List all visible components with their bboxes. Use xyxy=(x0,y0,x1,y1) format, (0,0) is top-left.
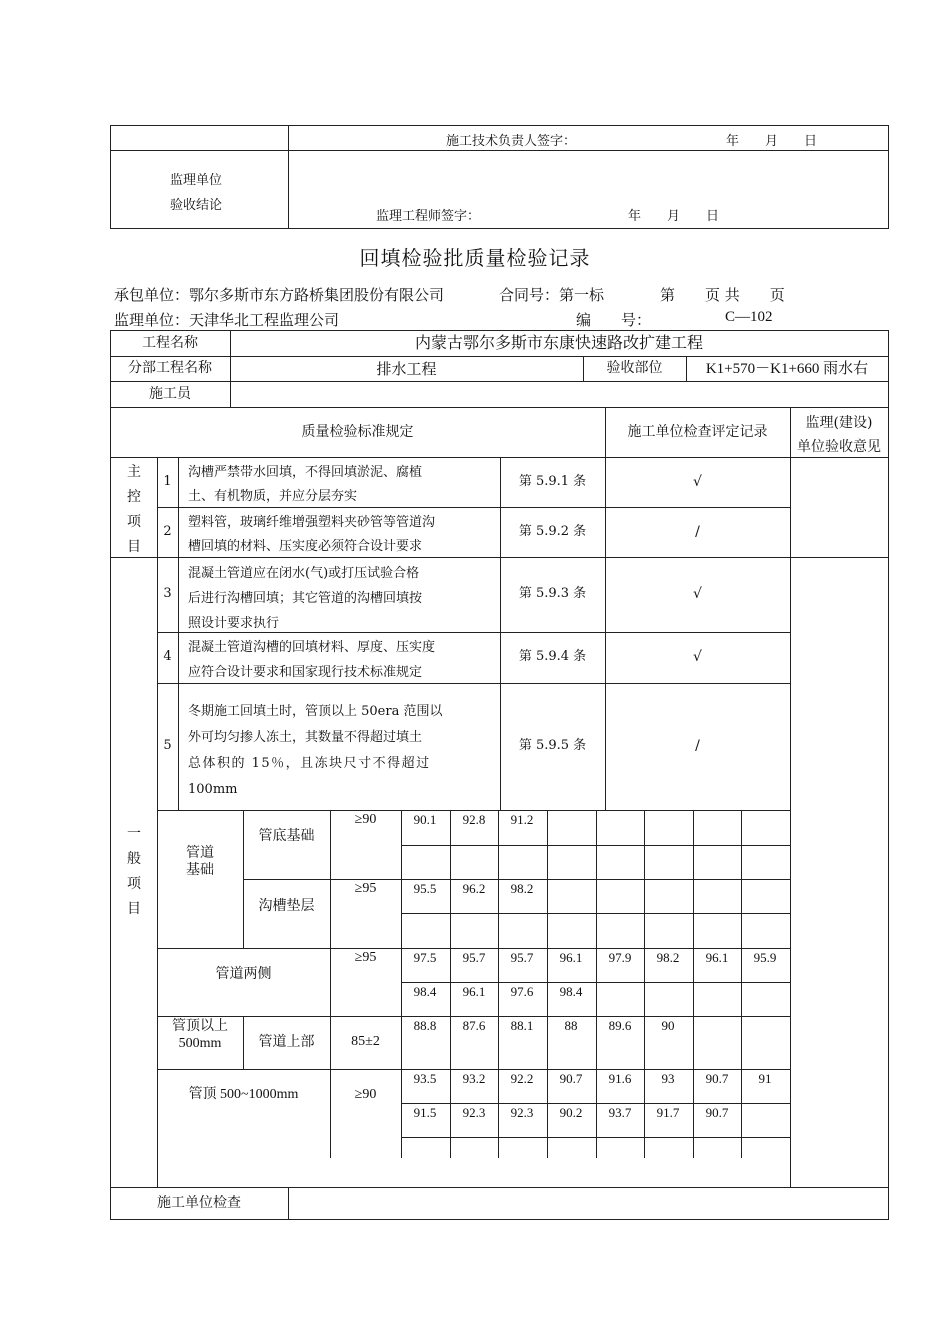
measured-value: 89.6 xyxy=(608,1018,632,1033)
measured-value: 92.2 xyxy=(510,1071,534,1086)
item-result: √ xyxy=(693,586,702,603)
item-clause: 第 5.9.2 条 xyxy=(518,523,587,539)
contractor-record-header: 施工单位检查评定记录 xyxy=(627,423,768,440)
measured-value: 91.7 xyxy=(656,1105,680,1120)
item-text-line: 照设计要求执行 xyxy=(188,616,280,631)
item-result: √ xyxy=(693,473,702,490)
measured-value: 95.7 xyxy=(510,950,534,965)
measured-value: 90.7 xyxy=(559,1071,583,1086)
measured-value: 97.5 xyxy=(413,950,437,965)
trench-cushion-req: ≥95 xyxy=(354,881,377,896)
label-line: 基础 xyxy=(186,862,214,878)
measured-value: 98.2 xyxy=(656,950,680,965)
main-control-label xyxy=(124,460,144,560)
general-items-label xyxy=(124,822,144,922)
code-label: 编 号： xyxy=(576,311,652,329)
pipe-upper-label: 管道上部 xyxy=(258,1034,315,1051)
item-text xyxy=(188,635,435,685)
label-line: 管道 xyxy=(186,845,214,861)
date-1: 年 月 日 xyxy=(726,134,818,149)
item-text-line: 槽回填的材料、压实度必须符合设计要求 xyxy=(188,539,423,554)
acceptance-conclusion-label: 验收结论 xyxy=(170,198,223,213)
measured-value: 90 xyxy=(661,1018,675,1033)
measured-value: 95.9 xyxy=(753,950,777,965)
tech-sign-label: 施工技术负责人签字： xyxy=(446,134,577,149)
measured-value: 90.7 xyxy=(705,1105,729,1120)
supervisor-opinion-header xyxy=(790,411,888,459)
measured-value: 88.8 xyxy=(413,1018,437,1033)
measured-value: 90.7 xyxy=(705,1071,729,1086)
measured-value: 93.7 xyxy=(608,1105,632,1120)
item-text-line: 混凝土管道应在闭水(气)或打压试验合格 xyxy=(188,566,420,581)
supervisor-unit: 监理单位：天津华北工程监理公司 xyxy=(114,311,340,329)
label-char: 目 xyxy=(127,901,141,917)
item-number: 1 xyxy=(163,473,172,489)
item-text-line: 冬期施工回填土时，管顶以上 50era 范围以 xyxy=(188,704,443,719)
measured-value: 96.1 xyxy=(559,950,583,965)
label-char: 主 xyxy=(127,464,141,480)
pipe-sides-label: 管道两侧 xyxy=(215,965,272,982)
supervisor-unit-label: 监理单位 xyxy=(170,173,223,188)
item-clause: 第 5.9.5 条 xyxy=(518,738,587,754)
pipe-bottom-label: 管底基础 xyxy=(258,827,315,844)
sub-project-label: 分部工程名称 xyxy=(128,360,212,377)
contract-number: 合同号：第一标 xyxy=(499,286,605,304)
measured-value: 97.9 xyxy=(608,950,632,965)
measured-value: 92.3 xyxy=(462,1105,486,1120)
item-clause: 第 5.9.3 条 xyxy=(518,586,587,602)
item-text-line: 总体积的 15％，且冻块尺寸不得超过 xyxy=(188,756,431,771)
measured-value: 91.2 xyxy=(510,812,534,827)
item-text-line: 塑料管，玻璃纤维增强塑料夹砂管等管道沟 xyxy=(188,515,436,530)
item-clause: 第 5.9.4 条 xyxy=(518,649,587,665)
top-500-1000-req: ≥90 xyxy=(354,1086,377,1102)
above-500-label xyxy=(157,1018,243,1052)
item-number: 3 xyxy=(163,586,172,602)
pipe-foundation-label xyxy=(157,845,243,879)
project-name-label: 工程名称 xyxy=(142,334,198,351)
worker-label: 施工员 xyxy=(149,385,191,402)
sub-project: 排水工程 xyxy=(376,359,437,378)
item-text xyxy=(188,461,422,509)
measured-value: 87.6 xyxy=(462,1018,486,1033)
measured-value: 98.4 xyxy=(413,984,437,999)
measured-value: 95.7 xyxy=(462,950,486,965)
label-line: 管顶以上 xyxy=(172,1019,228,1034)
label-char: 目 xyxy=(127,539,141,555)
measured-value: 91 xyxy=(758,1071,772,1086)
item-text-line: 应符合设计要求和国家现行技术标准规定 xyxy=(188,665,423,680)
project-name: 内蒙古鄂尔多斯市东康快速路改扩建工程 xyxy=(414,333,703,353)
measured-value: 88.1 xyxy=(510,1018,534,1033)
page-number: 第 页 共 页 xyxy=(660,286,785,304)
measured-value: 90.2 xyxy=(559,1105,583,1120)
item-text-line: 土、有机物质，并应分层夯实 xyxy=(188,489,358,504)
top-500-1000-label: 管顶 500~1000mm xyxy=(188,1086,299,1102)
measured-value: 93 xyxy=(661,1071,675,1086)
measured-value: 96.1 xyxy=(462,984,486,999)
measured-value: 97.6 xyxy=(510,984,534,999)
label-char: 般 xyxy=(127,851,141,867)
measured-value: 91.6 xyxy=(608,1071,632,1086)
supervisor-opinion-line1: 监理(建设) xyxy=(805,415,873,431)
label-line: 500mm xyxy=(178,1036,222,1051)
engineer-sign-label: 监理工程师签字： xyxy=(376,209,481,224)
label-char: 项 xyxy=(127,876,141,892)
measured-value: 98.2 xyxy=(510,881,534,896)
item-text-line: 外可均匀掺人冻土，其数量不得超过填土 xyxy=(188,730,423,745)
item-number: 4 xyxy=(163,649,172,665)
acceptance-part-label: 验收部位 xyxy=(606,360,663,377)
item-result: / xyxy=(695,738,700,755)
item-text-line: 100mm xyxy=(188,782,238,797)
label-char: 一 xyxy=(127,826,141,842)
item-text xyxy=(188,561,422,636)
measured-value: 93.2 xyxy=(462,1071,486,1086)
trench-cushion-label: 沟槽垫层 xyxy=(258,898,315,915)
record-code: C—102 xyxy=(725,309,773,325)
pipe-upper-req: 85±2 xyxy=(351,1034,380,1050)
item-clause: 第 5.9.1 条 xyxy=(518,473,587,489)
item-text-line: 混凝土管道沟槽的回填材料、厚度、压实度 xyxy=(188,640,436,655)
item-number: 2 xyxy=(163,523,172,539)
item-number: 5 xyxy=(163,738,172,754)
item-text-line: 沟槽严禁带水回填，不得回填淤泥、腐植 xyxy=(188,465,423,480)
measured-value: 91.5 xyxy=(413,1105,437,1120)
item-text xyxy=(188,511,435,559)
pipe-bottom-req: ≥90 xyxy=(354,812,377,827)
item-text-line: 后进行沟槽回填；其它管道的沟槽回填按 xyxy=(188,591,423,606)
item-result: / xyxy=(695,523,700,540)
measured-value: 88 xyxy=(564,1018,578,1033)
measured-value: 93.5 xyxy=(413,1071,437,1086)
date-2: 年 月 日 xyxy=(628,209,720,224)
measured-value: 95.5 xyxy=(413,881,437,896)
contractor-unit: 承包单位：鄂尔多斯市东方路桥集团股份有限公司 xyxy=(114,286,445,304)
measured-value: 90.1 xyxy=(413,812,437,827)
measured-value: 96.2 xyxy=(462,881,486,896)
measured-value: 96.1 xyxy=(705,950,729,965)
measured-value: 92.3 xyxy=(510,1105,534,1120)
label-char: 项 xyxy=(127,514,141,530)
supervisor-opinion-line2: 单位验收意见 xyxy=(797,439,881,455)
standard-header: 质量检验标准规定 xyxy=(301,423,414,440)
item-result: √ xyxy=(693,649,702,666)
contractor-check-label: 施工单位检查 xyxy=(157,1194,241,1211)
page-title: 回填检验批质量检验记录 xyxy=(359,246,591,270)
measured-value: 92.8 xyxy=(462,812,486,827)
acceptance-part: K1+570－K1+660 雨水右 xyxy=(705,360,869,377)
label-char: 控 xyxy=(127,489,141,505)
measured-value: 98.4 xyxy=(559,984,583,999)
item-text xyxy=(188,699,442,803)
pipe-sides-req: ≥95 xyxy=(354,950,377,965)
